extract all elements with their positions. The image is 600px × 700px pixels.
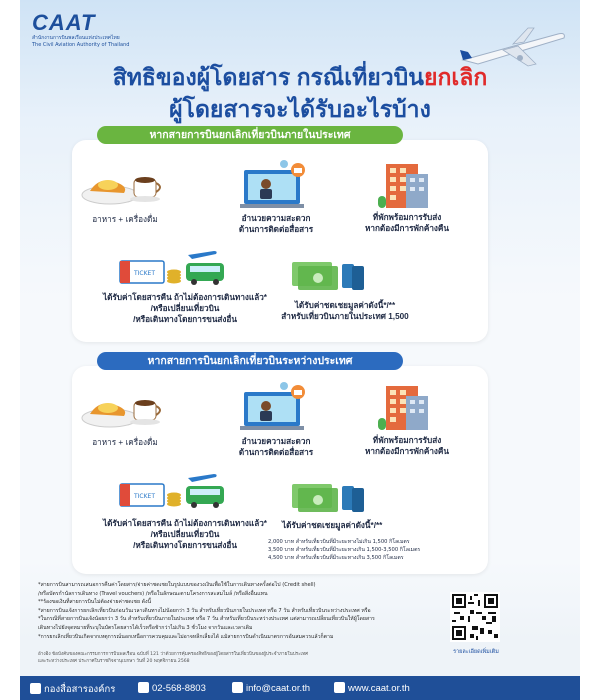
intl-comm-label xyxy=(216,436,336,458)
intl-refund-label xyxy=(90,518,280,551)
page-title-line1 xyxy=(20,60,580,96)
phone-number: 02-568-8803 xyxy=(152,683,206,694)
rate-row: 3,500 บาท สำหรับเที่ยวบินที่มีระยะทางเกิน 1,500-3,500 กิโลเมตร xyxy=(268,547,421,553)
domestic-food-label: อาหาร + เครื่องดื่ม xyxy=(92,215,158,224)
phone-icon xyxy=(138,682,149,693)
facebook-name: กองสื่อสารองค์กร xyxy=(44,684,116,695)
logo-text: CAAT xyxy=(32,10,96,35)
svg-text:TICKET: TICKET xyxy=(134,493,156,500)
domestic-banner: หากสายการบินยกเลิกเที่ยวบินภายในประเทศ xyxy=(97,126,403,144)
international-banner: หากสายการบินยกเลิกเที่ยวบินระหว่างประเทศ xyxy=(97,352,403,370)
footnotes xyxy=(38,581,430,641)
rate-row: 4,500 บาท สำหรับเที่ยวบินที่มีระยะทางเกิน 3,500 กิโลเมตร xyxy=(268,555,404,561)
reference-line: อ้างอิง ข้อบังคับของคณะกรรมการการบินพลเรือน ฉบับที่ 121 ว่าด้วยการคุ้มครองสิทธิของผู้โดยสารในเที่ยวบินของผู้ประจำภายในประเทศ xyxy=(38,652,309,657)
title-part-a: สิทธิของผู้โดยสาร กรณีเที่ยวบิน xyxy=(112,64,424,90)
logo-subtitle-th: สำนักงานการบินพลเรือนแห่งประเทศไทย xyxy=(32,35,120,41)
ticket-bus-icon xyxy=(118,472,228,512)
intl-compensation-rates xyxy=(268,538,438,562)
title-part-cancel: ยกเลิก xyxy=(424,64,488,90)
website-contact[interactable] xyxy=(334,682,410,694)
food-drink-icon xyxy=(78,165,168,207)
qr-caption: รายละเอียดเพิ่มเติม xyxy=(453,649,499,655)
cash-compensation-icon xyxy=(290,258,370,292)
refund-line2: /หรือเปลี่ยนเที่ยวบิน xyxy=(150,530,220,539)
logo-subtitle-en: The Civil Aviation Authority of Thailand xyxy=(32,42,130,48)
refund-line3: /หรือเดินทางโดยการขนส่งอื่น xyxy=(133,541,237,550)
email-contact[interactable] xyxy=(232,682,310,694)
food-drink-icon xyxy=(78,388,168,430)
infographic-poster xyxy=(20,0,580,700)
footnote-line: *สายการบินแจ้งการยกเลิกเที่ยวบินก่อนวันเวลาเดินทางไม่น้อยกว่า 3 วัน สำหรับเที่ยวบินภายในประเทศ หรือ 7 วัน สำหรับเที่ยวบินระหว่างประเทศ หรือ xyxy=(38,607,371,614)
footnote-line: /หรือบัตรกำนัลการเดินทาง (Travel vouchers) /หรือในลักษณะตามโครงการสะสมไมล์ /หรือสิ่งอื่นแทน xyxy=(38,590,268,597)
hotel-icon xyxy=(376,382,434,432)
page-title-line2: ผู้โดยสารจะได้รับอะไรบ้าง xyxy=(169,96,431,122)
comm-line2: ด้านการติดต่อสื่อสาร xyxy=(238,448,314,457)
intl-compensation-label: ได้รับค่าชดเชยมูลค่าดังนี้*/** xyxy=(282,521,383,530)
facebook-contact[interactable] xyxy=(30,682,115,697)
intl-food-label: อาหาร + เครื่องดื่ม xyxy=(92,438,158,447)
intl-hotel-label xyxy=(354,435,460,457)
comm-line1: อำนวยความสะดวก xyxy=(241,214,311,223)
footnote-line: *ในกรณีที่สายการบินแจ้งน้อยกว่า 3 วัน สำหรับเที่ยวบินภายในประเทศ หรือ 7 วัน สำหรับเที่ยวบินระหว่างประเทศ แต่สามารถเปลี่ยนเที่ยวบินให้ผู้โดยสาร xyxy=(38,616,375,623)
refund-line1: ได้รับค่าโดยสารคืน ถ้าไม่ต้องการเดินทางแล้ว* xyxy=(103,519,267,528)
contact-footer xyxy=(20,676,580,700)
footnote-line: เดินทางไปยังจุดหมายที่ระบุในบัตรโดยสารได้เร็วหรือช้ากว่าไม่เกิน 3 ชั่วโมง จากวันและเวลาเดิม xyxy=(38,624,253,631)
hotel-icon xyxy=(376,160,434,210)
website-url: www.caat.or.th xyxy=(348,683,410,694)
footnote-line: *สายการบินสามารถเสนอการคืนค่าโดยสาร/จ่ายค่าชดเชยในรูปแบบของวงเงินเพื่อใช้ในการเดินทางครั้งต่อไป (Credit shell) xyxy=(38,582,316,588)
cash-compensation-icon xyxy=(290,480,370,514)
domestic-refund-label xyxy=(90,292,280,325)
footnote-line: *การยกเลิกเที่ยวบินเกิดจากเหตุการณ์นอกเหนือการควบคุมและไม่อาจหลีกเลี่ยงได้ แม้สายการบินดำเนินมาตรการอันสมควรแล้วก็ตาม xyxy=(38,633,334,640)
domestic-hotel-label xyxy=(354,212,460,234)
hotel-line1: ที่พักพร้อมการรับส่ง xyxy=(372,213,442,222)
email-icon xyxy=(232,682,243,693)
caat-logo xyxy=(32,10,129,48)
communication-icon xyxy=(240,382,310,434)
globe-icon xyxy=(334,682,345,693)
svg-text:TICKET: TICKET xyxy=(134,270,156,277)
hotel-line2: หากต้องมีการพักค้างคืน xyxy=(364,224,450,233)
communication-icon xyxy=(240,160,310,212)
rate-row: 2,000 บาท สำหรับเที่ยวบินที่มีระยะทางไม่เกิน 1,500 กิโลเมตร xyxy=(268,539,410,545)
comp-line2: สำหรับเที่ยวบินภายในประเทศ 1,500 xyxy=(281,312,409,321)
refund-line1: ได้รับค่าโดยสารคืน ถ้าไม่ต้องการเดินทางแล้ว* xyxy=(103,293,267,302)
email-address: info@caat.or.th xyxy=(246,683,311,694)
hotel-line2: หากต้องมีการพักค้างคืน xyxy=(364,447,450,456)
domestic-compensation-label xyxy=(270,300,420,322)
comp-line1: ได้รับค่าชดเชยมูลค่าดังนี้*/** xyxy=(294,301,396,310)
phone-contact[interactable] xyxy=(138,682,206,694)
domestic-comm-label xyxy=(216,213,336,235)
comm-line1: อำนวยความสะดวก xyxy=(241,437,311,446)
facebook-icon xyxy=(30,683,41,694)
comm-line2: ด้านการติดต่อสื่อสาร xyxy=(238,225,314,234)
qr-code[interactable] xyxy=(450,592,500,642)
hotel-line1: ที่พักพร้อมการรับส่ง xyxy=(372,436,442,445)
refund-line2: /หรือเปลี่ยนเที่ยวบิน xyxy=(150,304,220,313)
footnote-line: **ร้องขอเงินที่สายการบินไม่ต้องจ่ายค่าชดเชย ดังนี้ xyxy=(38,599,152,606)
reference-line: และระหว่างประเทศ ประกาศในราชกิจจานุเบกษา วันที่ 20 พฤศจิกายน 2568 xyxy=(38,658,190,664)
ticket-bus-icon xyxy=(118,249,228,289)
reference-note xyxy=(38,652,438,666)
refund-line3: /หรือเดินทางโดยการขนส่งอื่น xyxy=(133,315,237,324)
